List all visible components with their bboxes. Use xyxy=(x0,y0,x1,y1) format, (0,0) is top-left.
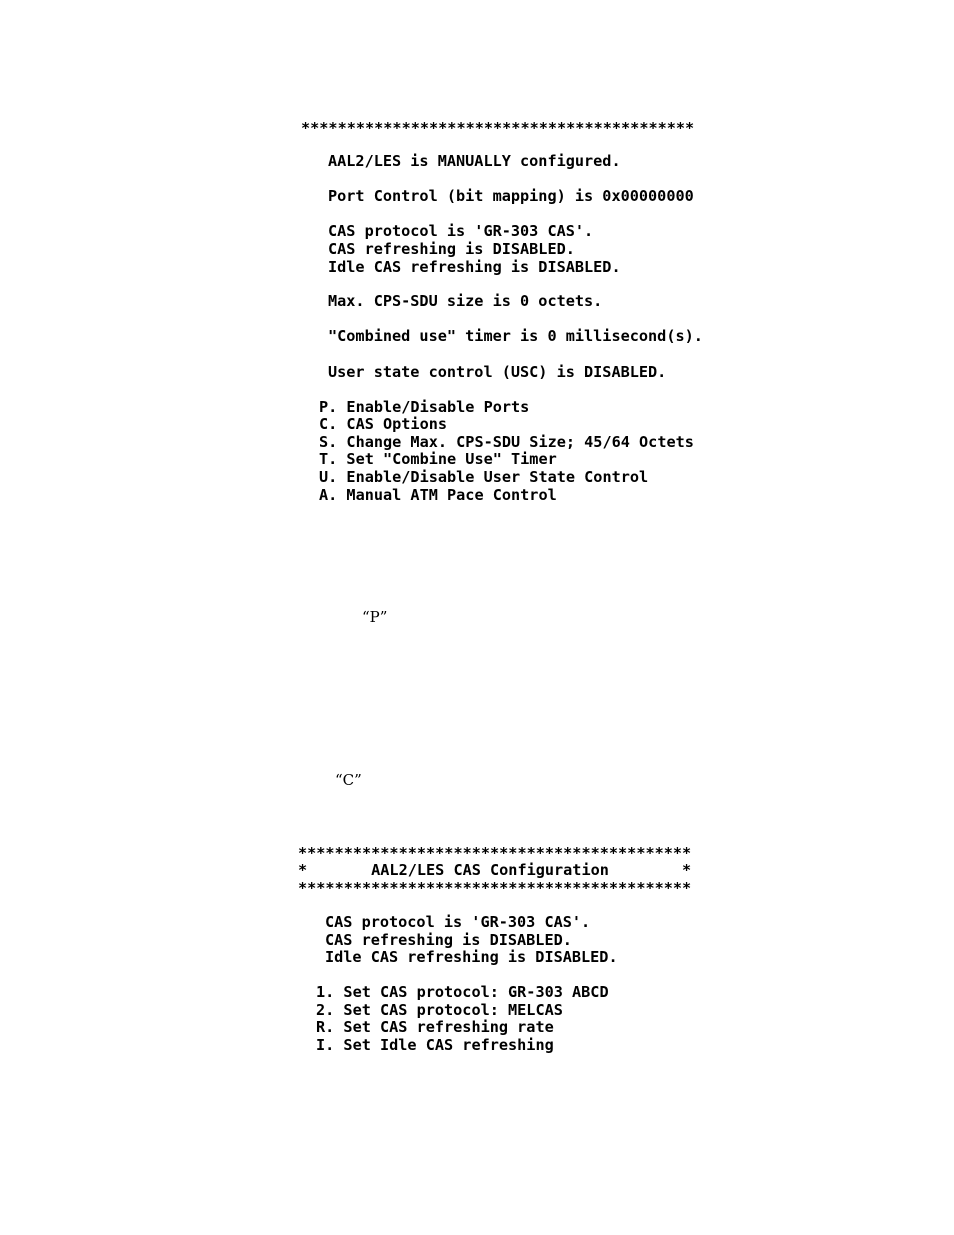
cas-refreshing-status: CAS refreshing is DISABLED. xyxy=(325,931,572,949)
border-line: ******************************************* xyxy=(298,879,692,897)
port-control-status: Port Control (bit mapping) is 0x00000000 xyxy=(328,187,694,205)
idle-cas-refreshing-status: Idle CAS refreshing is DISABLED. xyxy=(325,948,618,966)
idle-cas-refreshing-status: Idle CAS refreshing is DISABLED. xyxy=(328,258,621,276)
border-line: ******************************************* xyxy=(301,119,695,137)
user-state-control-status: User state control (USC) is DISABLED. xyxy=(328,363,667,381)
p-key-caption: “P” xyxy=(362,608,388,626)
screen-title: * AAL2/LES CAS Configuration * xyxy=(298,861,692,879)
menu-item-set-idle-cas-refreshing[interactable]: I. Set Idle CAS refreshing xyxy=(316,1036,554,1054)
cps-sdu-size-status: Max. CPS-SDU size is 0 octets. xyxy=(328,292,603,310)
combined-use-timer-status: "Combined use" timer is 0 millisecond(s). xyxy=(328,327,703,345)
menu-item-set-combine-use-timer[interactable]: T. Set "Combine Use" Timer xyxy=(319,450,557,468)
border-line: ******************************************* xyxy=(298,844,692,862)
menu-item-set-cas-refreshing-rate[interactable]: R. Set CAS refreshing rate xyxy=(316,1018,554,1036)
cas-protocol-status: CAS protocol is 'GR-303 CAS'. xyxy=(325,913,591,931)
configuration-mode-status: AAL2/LES is MANUALLY configured. xyxy=(328,152,621,170)
menu-item-enable-disable-ports[interactable]: P. Enable/Disable Ports xyxy=(319,398,530,416)
menu-item-cas-options[interactable]: C. CAS Options xyxy=(319,415,448,433)
c-key-caption: “C” xyxy=(335,771,362,789)
menu-item-set-melcas[interactable]: 2. Set CAS protocol: MELCAS xyxy=(316,1001,563,1019)
menu-item-manual-atm-pace-control[interactable]: A. Manual ATM Pace Control xyxy=(319,486,557,504)
cas-protocol-status: CAS protocol is 'GR-303 CAS'. xyxy=(328,222,594,240)
menu-item-user-state-control[interactable]: U. Enable/Disable User State Control xyxy=(319,468,649,486)
cas-refreshing-status: CAS refreshing is DISABLED. xyxy=(328,240,575,258)
menu-item-change-cps-sdu-size[interactable]: S. Change Max. CPS-SDU Size; 45/64 Octets xyxy=(319,433,694,451)
menu-item-set-gr303-abcd[interactable]: 1. Set CAS protocol: GR-303 ABCD xyxy=(316,983,609,1001)
